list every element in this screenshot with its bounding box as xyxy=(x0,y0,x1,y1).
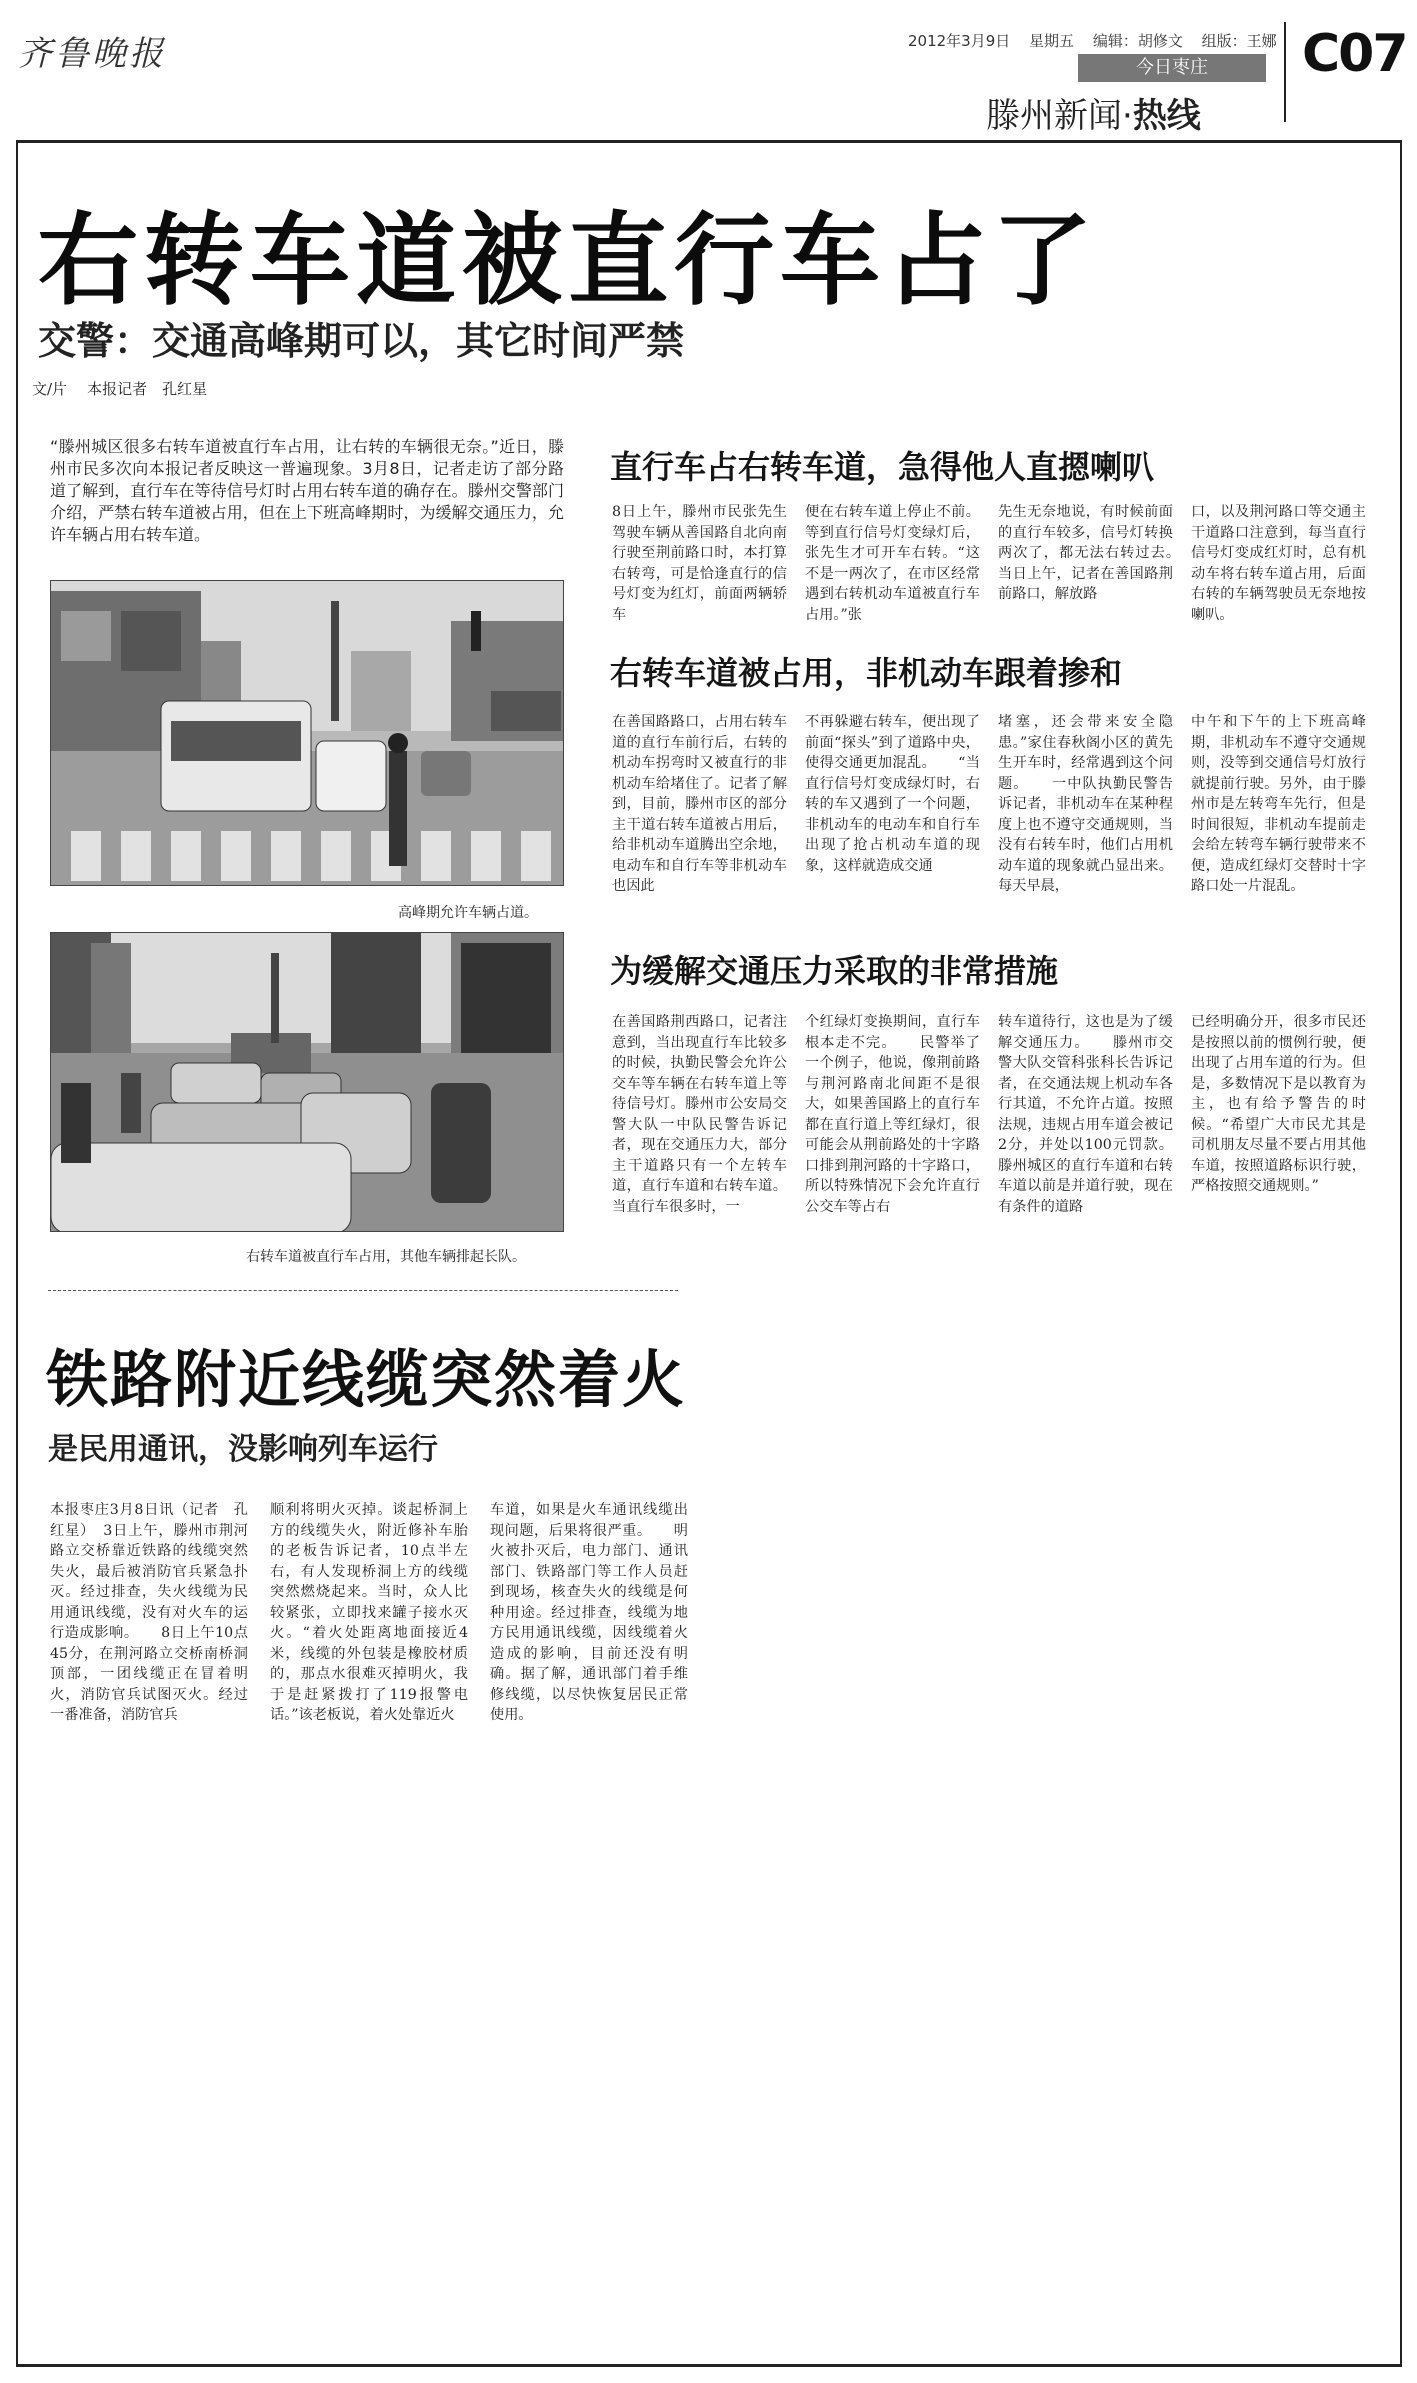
section-title-bold: 热线 xyxy=(1132,96,1201,136)
byline-label: 文/片 xyxy=(32,380,68,398)
section-tag: 今日枣庄 xyxy=(1078,54,1266,82)
main-subhead: 交警：交通高峰期可以，其它时间严禁 xyxy=(38,319,685,363)
frame-right-rule xyxy=(1400,140,1402,2366)
story-divider xyxy=(48,1290,678,1291)
issue-date: 2012年3月9日 xyxy=(908,32,1011,50)
masthead-divider xyxy=(1284,22,1286,122)
story2-col3: 车道，如果是火车通讯线缆出现问题，后果将很严重。 明火被扑灭后，电力部门、通讯部门、铁路部门等工作人员赶到现场，核查失火的线缆是何种用途。经过排查，线缆为地方民用通讯线缆，因线缆着火造成的影响，目前还没有明确。据了解，通讯部门着手维修线缆，以尽快恢复居民正常使用。 xyxy=(490,1502,688,1723)
section2-col4: 中午和下午的上下班高峰期，非机动车不遵守交通规则，没等到交通信号灯放行就提前行驶。另外，由于滕州市是左转弯车先行，但是时间很短，非机动车提前走会给左转弯车辆行驶带来不便，造成红绿灯交替时十字路口处一片混乱。 xyxy=(1191,714,1366,894)
story2-col1: 本报枣庄3月8日讯（记者 孔红星） 3日上午，滕州市荆河路立交桥靠近铁路的线缆突然失火，最后被消防官兵紧急扑灭。经过排查，失火线缆为民用通讯线缆，没有对火车的运行造成影响。 8日上午10点45分，在荆河路立交桥南桥洞顶部，一团线缆正在冒着明火，消防官兵试图灭火。经过一番准备，消防官兵 xyxy=(50,1502,248,1723)
section-title-name: 滕州新闻· xyxy=(986,96,1133,136)
issue-weekday: 星期五 xyxy=(1029,32,1075,50)
section3-col2: 个红绿灯变换期间，直行车根本走不完。 民警举了一个例子，他说，像荆前路与荆河路南北间距不是很大，如果善国路上的直行车都在直行道上等红绿灯，很可能会从荆前路处的十字路口排到荆河路的十字路口，所以特殊情况下会允许直行公交车等占右 xyxy=(805,1014,980,1215)
section3-columns xyxy=(612,1012,1366,1244)
page-number: C07 xyxy=(1302,24,1407,84)
section3-col4: 已经明确分开，很多市民还是按照以前的惯例行驶，便出现了占用车道的行为。但是，多数情况下是以教育为主，也有给予警告的时候。“希望广大市民尤其是司机朋友尽量不要占用其他车道，按照道路标识行驶，严格按照交通规则。” xyxy=(1191,1014,1366,1194)
section2-title: 右转车道被占用，非机动车跟着掺和 xyxy=(610,654,1123,692)
story2-subhead: 是民用通讯，没影响列车运行 xyxy=(48,1432,438,1467)
main-headline: 右转车道被直行车占了 xyxy=(38,202,1098,319)
issue-editor: 编辑：胡修文 xyxy=(1092,32,1183,50)
intro-paragraph: “滕州城区很多右转车道被直行车占用，让右转的车辆很无奈。”近日，滕州市民多次向本报记者反映这一普遍现象。3月8日，记者走访了部分路道了解到，直行车在等待信号灯时占用右转车道的确存在。滕州交警部门介绍，严禁右转车道被占用，但在上下班高峰期时，为缓解交通压力，允许车辆占用右转车道。 xyxy=(50,437,564,544)
section1-col4: 口，以及荆河路口等交通主干道路口注意到，每当直行信号灯变成红灯时，总有机动车将右转车道占用，后面右转的车辆驾驶员无奈地按喇叭。 xyxy=(1191,504,1366,623)
section3-col3: 转车道待行，这也是为了缓解交通压力。 滕州市交警大队交管科张科长告诉记者，在交通法规上机动车各行其道，不允许占道。按照法规，违规占用车道会被记2分，并处以100元罚款。滕州城区的直行车道和右转车道以前是并道行驶，现在有条件的道路 xyxy=(998,1014,1173,1215)
issue-layout: 组版：王娜 xyxy=(1201,32,1277,50)
section1-title: 直行车占右转车道，急得他人直摁喇叭 xyxy=(610,448,1155,486)
bottom-rule xyxy=(16,2364,1402,2367)
section2-col3: 堵塞，还会带来安全隐患。”家住春秋阁小区的黄先生开车时，经常遇到这个问题。 一中队执勤民警告诉记者，非机动车在某种程度上也不遵守交通规则，当没有右转车时，他们占用机动车道的现象就凸显出来。每天早晨， xyxy=(998,714,1173,894)
byline xyxy=(32,378,227,399)
photo-traffic-officer xyxy=(50,580,564,886)
section2-col1: 在善国路路口，占用右转车道的直行车前行后，右转的机动车拐弯时又被直行的非机动车给堵住了。记者了解到，目前，滕州市区的部分主干道右转车道被占用后，给非机动车道腾出空余地，电动车和自行车等非机动车也因此 xyxy=(612,714,787,894)
section-title xyxy=(986,88,1201,137)
photo-traffic-queue xyxy=(50,932,564,1232)
story2-columns xyxy=(50,1500,690,1800)
newspaper-logo: 齐鲁晚报 xyxy=(18,34,166,74)
section3-title: 为缓解交通压力采取的非常措施 xyxy=(610,952,1059,990)
section1-col1: 8日上午，滕州市民张先生驾驶车辆从善国路自北向南行驶至荆前路口时，本打算右转弯，可是恰逢直行的信号灯变为红灯，前面两辆轿车 xyxy=(612,504,787,623)
section2-col2: 不再躲避右转车，便出现了前面“探头”到了道路中央，使得交通更加混乱。 “当直行信号灯变成绿灯时，右转的车又遇到了一个问题，非机动车的电动车和自行车出现了抢占机动车道的现象，这样就造成交通 xyxy=(805,714,980,874)
story2-headline: 铁路附近线缆突然着火 xyxy=(46,1343,687,1416)
frame-left-rule xyxy=(16,140,18,2366)
photo2-caption: 右转车道被直行车占用，其他车辆排起长队。 xyxy=(246,1249,526,1265)
section1-col3: 先生无奈地说，有时候前面的直行车较多，信号灯转换两次了，都无法右转过去。 当日上午，记者在善国路荆前路口，解放路 xyxy=(998,504,1173,602)
photo1-caption: 高峰期允许车辆占道。 xyxy=(398,905,538,921)
section3-col1: 在善国路荆西路口，记者注意到，当出现直行车比较多的时候，执勤民警会允许公交车等车辆在右转车道上等待信号灯。滕州市公安局交警大队一中队民警告诉记者，现在交通压力大，部分主干道路只有一个左转车道，直行车道和右转车道。当直行车很多时，一 xyxy=(612,1014,787,1215)
story2-col2: 顺利将明火灭掉。谈起桥洞上方的线缆失火，附近修补车胎的老板告诉记者，10点半左右，有人发现桥洞上方的线缆突然燃烧起来。当时，众人比较紧张，立即找来罐子接水灭火。“着火处距离地面接近4米，线缆的外包装是橡胶材质的，那点水很难灭掉明火，我于是赶紧拨打了119报警电话。”该老板说，着火处靠近火 xyxy=(270,1502,468,1723)
byline-author: 本报记者 孔红星 xyxy=(87,380,208,398)
issue-meta xyxy=(908,30,1291,51)
top-rule xyxy=(16,140,1402,143)
section2-columns xyxy=(612,712,1366,920)
masthead xyxy=(0,0,1417,140)
section1-col2: 便在右转车道上停止不前。等到直行信号灯变绿灯后，张先生才可开车右转。“这不是一两次了，在市区经常遇到右转机动车道被直行车占用。”张 xyxy=(805,504,980,623)
section1-columns xyxy=(612,502,1366,626)
